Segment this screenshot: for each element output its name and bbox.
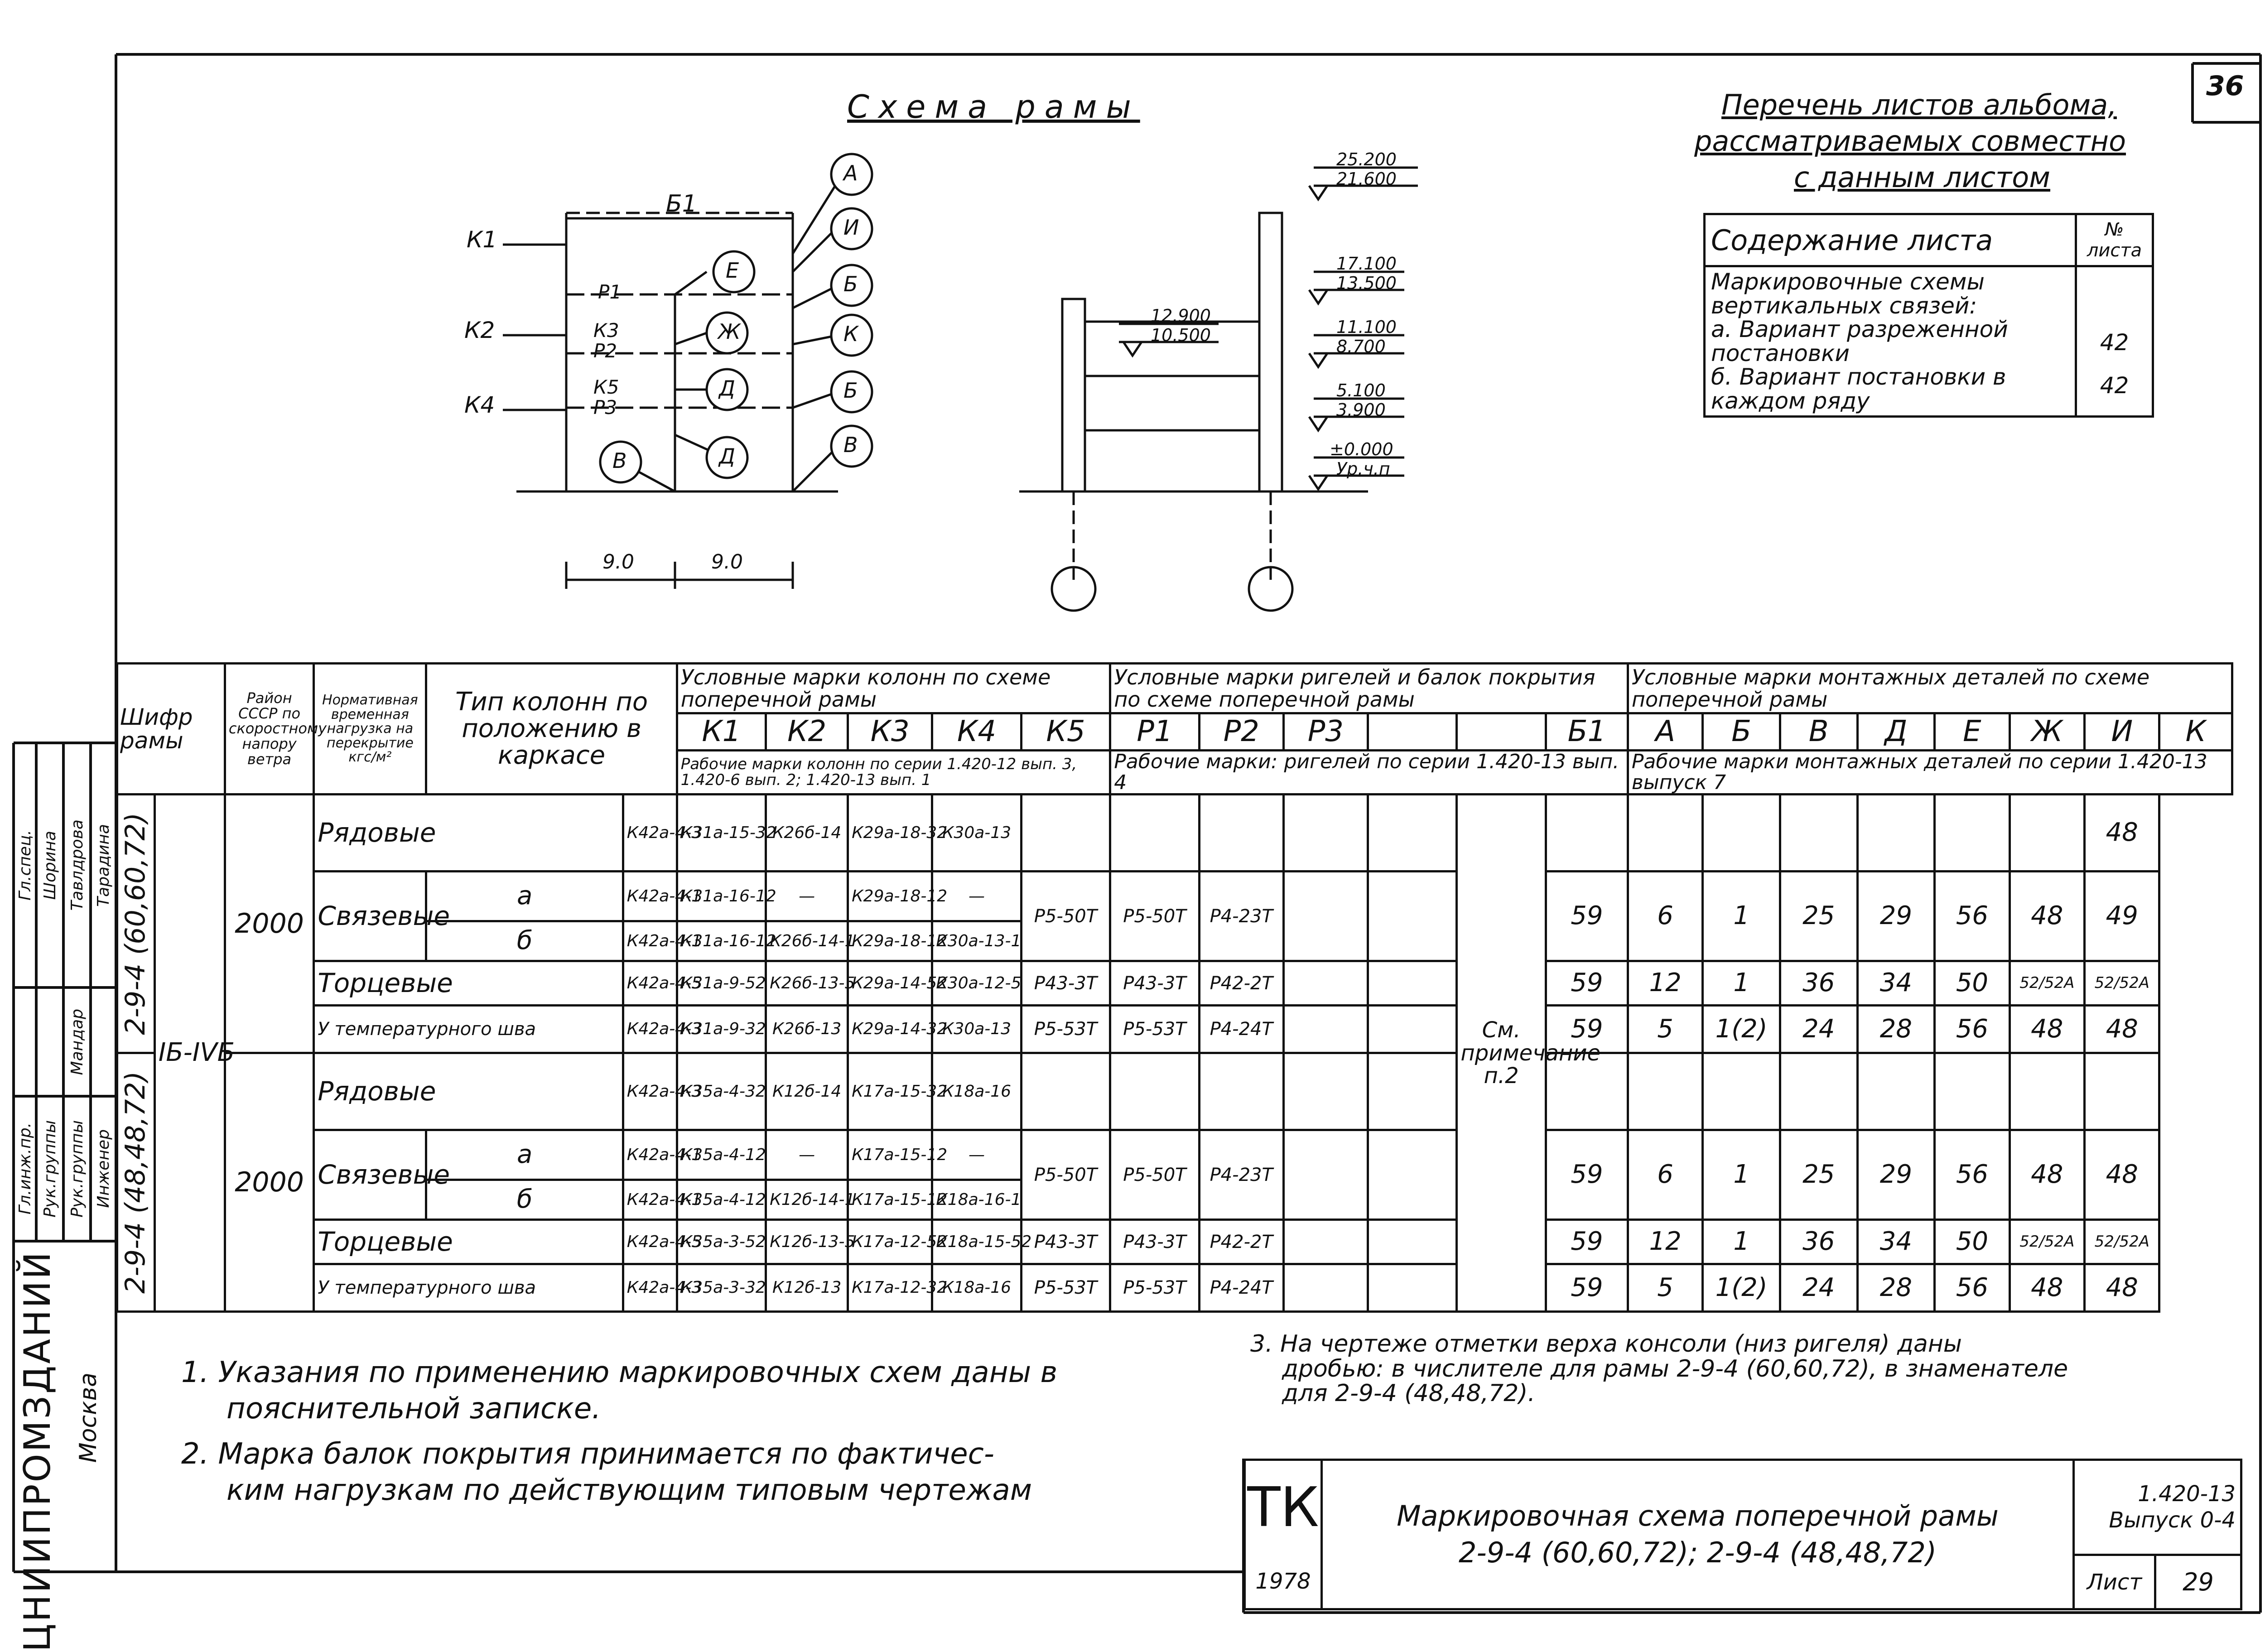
p1-label: Р1 (598, 281, 622, 303)
column-mark: К35а-3-52 (677, 1220, 766, 1264)
column-mark: К12б-14 (766, 1053, 848, 1130)
beam-mark-empty (1110, 1053, 1199, 1130)
part-mark (1857, 1053, 1935, 1130)
beam-mark-empty (1368, 795, 1456, 872)
column-mark: К29а-18-12 (848, 921, 932, 961)
stamp-role: Инженер (94, 1129, 113, 1208)
elev-e3: 11.100 (1336, 317, 1397, 337)
axis-a: А (843, 161, 858, 185)
part-mark: 24 (1780, 1006, 1857, 1053)
part-mark (1780, 795, 1857, 872)
elev-ground: Ур.ч.п (1336, 459, 1390, 479)
sheet-list-nums (2076, 266, 2153, 417)
header-parts: Условные марки монтажных деталей по схеме поперечной рамы (1628, 664, 2232, 713)
stamp-role: Рук.группы (67, 1120, 87, 1218)
beam-key: Б1 (1546, 713, 1628, 751)
beam-mark: Р5-53Т (1021, 1264, 1110, 1312)
load-value: 2000 (225, 795, 313, 1053)
marking-table (116, 662, 2233, 1313)
beam-mark (1368, 1130, 1456, 1220)
column-mark: К18а-16 (932, 1264, 1021, 1312)
axis-b2: Б (843, 378, 858, 403)
column-type: Рядовые (314, 795, 623, 872)
part-mark (1546, 795, 1628, 872)
part-mark: 28 (1857, 1006, 1935, 1053)
title-sheet-label: Лист (2074, 1555, 2155, 1609)
title-issue: Выпуск 0-4 (2109, 1507, 2236, 1533)
part-mark: 48 (2010, 1130, 2084, 1220)
axis-v2: В (843, 433, 858, 457)
variant-label: а (426, 872, 623, 921)
part-mark: 59 (1546, 1220, 1628, 1264)
column-mark: К29а-14-32 (848, 1006, 932, 1053)
part-mark: 24 (1780, 1264, 1857, 1312)
sheet-list-title-3: с данным листом (1794, 161, 2050, 194)
part-key: Е (1935, 713, 2010, 751)
variant-label: б (426, 1180, 623, 1220)
part-mark: 52/52А (2085, 1220, 2159, 1264)
dim-left: 9.0 (602, 550, 634, 573)
column-mark: К42а-4-1 (623, 1130, 677, 1180)
part-mark: 59 (1546, 1130, 1628, 1220)
elev-cons2: 10.500 (1151, 325, 1211, 345)
column-type: Торцевые (314, 1220, 623, 1264)
frame-code (117, 1053, 155, 1312)
beam-mark: Р5-50Т (1110, 1130, 1199, 1220)
column-key: К2 (766, 713, 848, 751)
part-mark: 28 (1857, 1264, 1935, 1312)
k1-label: К1 (467, 226, 497, 253)
beam-mark-empty (1110, 795, 1199, 872)
k5-label: К5 (593, 376, 619, 398)
header-region: Район СССР по скоростному напору ветра (225, 664, 313, 795)
column-key: К3 (848, 713, 932, 751)
beam-mark-empty (1021, 795, 1110, 872)
part-mark (1703, 1053, 1780, 1130)
table-row (117, 1006, 2232, 1053)
column-mark: К31а-9-32 (677, 1006, 766, 1053)
beam-key: Р1 (1110, 713, 1199, 751)
beam-mark: Р43-3Т (1021, 961, 1110, 1006)
note-1 (181, 1354, 1057, 1427)
column-key: К1 (677, 713, 766, 751)
beam-mark (1283, 1264, 1368, 1312)
header-columns: Условные марки колонн по схеме поперечной рамы (677, 664, 1110, 713)
beam-mark: Р43-3Т (1021, 1220, 1110, 1264)
note-2-line: 2. Марка балок покрытия принимается по фактичес- (181, 1437, 994, 1471)
part-mark: 29 (1857, 872, 1935, 961)
part-mark: 56 (1935, 872, 2010, 961)
sheet-list-row-text: Маркировочные схемы вертикальных связей: (1711, 269, 1985, 319)
table-row (117, 795, 2232, 872)
part-key: Д (1857, 713, 1935, 751)
beam-mark: Р4-23Т (1199, 1130, 1283, 1220)
column-mark: К31а-15-32 (677, 795, 766, 872)
column-mark: К12б-13 (766, 1264, 848, 1312)
organization-name: ЦНИИПРОМЗДАНИЙ (16, 1250, 58, 1652)
header-type: Тип колонн по положению в каркасе (426, 664, 677, 795)
note-1-line: пояснительной записке. (226, 1392, 601, 1426)
beam-mark-empty (1283, 795, 1368, 872)
sheet-list-title-1: Перечень листов альбома, (1721, 88, 2117, 121)
beam-mark: Р4-23Т (1199, 872, 1283, 961)
frame-code (117, 795, 155, 1053)
beam-mark (1368, 1220, 1456, 1264)
title-text (1322, 1460, 2074, 1609)
elev-top2: 21.600 (1336, 169, 1397, 189)
k4-label: К4 (464, 392, 495, 418)
p3-label: Р3 (593, 396, 617, 419)
part-mark: 25 (1780, 1130, 1857, 1220)
columns-series: Рабочие марки колонн по серии 1.420-12 вып. 3, 1.420-6 вып. 2; 1.420-13 вып. 1 (677, 751, 1110, 795)
wind-region: IБ-IVБ (154, 795, 225, 1312)
stamp-name: Тавлдрова (67, 819, 87, 911)
table-row (117, 1264, 2232, 1312)
beam-mark: Р5-53Т (1110, 1006, 1199, 1053)
column-mark: К42а-4-3 (623, 795, 677, 872)
title-line: Маркировочная схема поперечной рамы (1397, 1499, 1999, 1532)
elev-cons1: 12.900 (1151, 306, 1211, 326)
column-type: У температурного шва (314, 1006, 623, 1053)
column-mark: К17а-12-32 (848, 1264, 932, 1312)
column-mark: К42а-4-5 (623, 1220, 677, 1264)
stamp-name: Шорина (40, 830, 59, 900)
note-3 (1250, 1332, 2068, 1406)
variant-label: б (426, 921, 623, 961)
axis-zh: Ж (718, 319, 741, 344)
beam-mark: Р5-50Т (1110, 872, 1199, 961)
beam-mark: Р42-2Т (1199, 1220, 1283, 1264)
part-mark: 48 (2010, 1264, 2084, 1312)
beam-mark-empty (1283, 1053, 1368, 1130)
title-block (1243, 1459, 2242, 1610)
column-mark: К42а-4-1 (623, 872, 677, 921)
beam-key: Р3 (1283, 713, 1368, 751)
part-mark: 1 (1703, 872, 1780, 961)
dim-right: 9.0 (711, 550, 743, 573)
stamp-name: Тарадина (94, 824, 113, 907)
column-key: К5 (1021, 713, 1110, 751)
organization-city: Москва (75, 1373, 102, 1463)
column-type: Рядовые (314, 1053, 623, 1130)
header-load-unit: кгс/м² (348, 749, 392, 766)
part-mark: 1 (1703, 961, 1780, 1006)
elev-e5: 5.100 (1336, 380, 1386, 400)
part-mark: 5 (1628, 1264, 1702, 1312)
column-type: Связевые (314, 1130, 426, 1220)
part-mark: 36 (1780, 961, 1857, 1006)
part-mark: 5 (1628, 1006, 1702, 1053)
column-mark: К42а-4-3 (623, 1006, 677, 1053)
column-mark: К42а-4-3 (623, 1264, 677, 1312)
note-3-line: 3. На чертеже отметки верха консоли (низ ригеля) даны (1250, 1330, 1962, 1358)
beam-mark: Р5-50Т (1021, 872, 1110, 961)
column-mark: К30а-13 (932, 1006, 1021, 1053)
table-row (117, 1220, 2232, 1264)
column-mark: К26б-13 (766, 1006, 848, 1053)
part-mark (2010, 1053, 2084, 1130)
beam-mark (1283, 1006, 1368, 1053)
part-mark: 52/52А (2085, 961, 2159, 1006)
column-mark: К26б-14-1 (766, 921, 848, 961)
elev-top1: 25.200 (1336, 149, 1397, 169)
column-mark: К42а-4-1 (623, 1180, 677, 1220)
sheet-list-num: 42 (2100, 372, 2129, 399)
axis-k: К (843, 322, 858, 346)
header-load (314, 664, 426, 795)
column-mark: К31а-16-12 (677, 921, 766, 961)
elev-zero: ±0.000 (1330, 439, 1393, 459)
sheet-number: 36 (2206, 70, 2244, 102)
part-mark (1857, 795, 1935, 872)
title-line: 2-9-4 (60,60,72); 2-9-4 (48,48,72) (1458, 1536, 1937, 1569)
axis-d2: Д (719, 444, 735, 468)
part-mark: 52/52А (2010, 961, 2084, 1006)
part-mark: 48 (2010, 1006, 2084, 1053)
part-mark: 59 (1546, 872, 1628, 961)
column-key: К4 (932, 713, 1021, 751)
part-mark: 1(2) (1703, 1264, 1780, 1312)
part-mark: 1(2) (1703, 1006, 1780, 1053)
part-mark: 48 (2085, 795, 2159, 872)
part-mark: 49 (2085, 872, 2159, 961)
column-mark: К18а-16-1 (932, 1180, 1021, 1220)
title-sheet-no: 29 (2155, 1555, 2241, 1609)
column-mark: К35а-4-12 (677, 1180, 766, 1220)
part-mark: 12 (1628, 1220, 1702, 1264)
part-mark: 6 (1628, 872, 1702, 961)
part-mark: 48 (2085, 1130, 2159, 1220)
beam-mark: Р4-24Т (1199, 1264, 1283, 1312)
column-mark: К31а-9-52 (677, 961, 766, 1006)
table-row (117, 872, 2232, 921)
k2-label: К2 (464, 317, 495, 343)
axis-i: И (843, 215, 859, 240)
beam-mark: Р5-53Т (1110, 1264, 1199, 1312)
part-mark: 50 (1935, 961, 2010, 1006)
sheet-list-header-num: № листа (2076, 214, 2153, 266)
beam-mark (1283, 1130, 1368, 1220)
part-mark: 29 (1857, 1130, 1935, 1220)
table-row (117, 1053, 2232, 1130)
note-3-line: дробью: в числителе для рамы 2-9-4 (60,60,72), в знаменателе (1282, 1355, 2068, 1382)
column-mark: К30а-13 (932, 795, 1021, 872)
beam-mark: Р43-3Т (1110, 961, 1199, 1006)
parts-series: Рабочие марки монтажных деталей по серии 1.420-13 выпуск 7 (1628, 751, 2232, 795)
column-mark: К42а-4-5 (623, 961, 677, 1006)
part-mark (1780, 1053, 1857, 1130)
beam-key (1368, 713, 1456, 751)
beam-mark: Р43-3Т (1110, 1220, 1199, 1264)
column-mark: К30а-12-5 (932, 961, 1021, 1006)
axis-d1: Д (719, 376, 735, 400)
part-mark (2085, 1053, 2159, 1130)
part-mark: 56 (1935, 1006, 2010, 1053)
column-mark: К26б-13-5 (766, 961, 848, 1006)
column-mark: К29а-18-12 (848, 872, 932, 921)
column-mark: — (766, 1130, 848, 1180)
beam-mark-empty (1021, 1053, 1110, 1130)
part-mark: 36 (1780, 1220, 1857, 1264)
part-mark: 59 (1546, 961, 1628, 1006)
column-mark: К17а-15-12 (848, 1130, 932, 1180)
stamp-role: Рук.группы (40, 1120, 59, 1218)
axis-b1: Б (843, 272, 858, 296)
table-row (117, 1130, 2232, 1180)
column-mark: К42а-4-3 (623, 1053, 677, 1130)
header-code: Шифр рамы (117, 664, 225, 795)
note-3-line: для 2-9-4 (48,48,72). (1282, 1380, 1535, 1407)
axis-e: Е (726, 258, 739, 283)
column-mark: К31а-16-12 (677, 872, 766, 921)
part-mark: 34 (1857, 961, 1935, 1006)
elev-e4: 8.700 (1336, 337, 1386, 356)
column-mark: К12б-13-5 (766, 1220, 848, 1264)
elev-e6: 3.900 (1336, 400, 1386, 420)
frame-code-text: 2-9-4 (60,60,72) (120, 812, 152, 1035)
beam-mark (1368, 872, 1456, 961)
sheet-list-row (1705, 266, 2076, 417)
stamp-name: Мандар (67, 1008, 87, 1075)
note-reference: См. примечание п.2 (1457, 795, 1546, 1312)
part-mark: 56 (1935, 1130, 2010, 1220)
beams-series: Рабочие марки: ригелей по серии 1.420-13 вып. 4 (1110, 751, 1628, 795)
sheet-list-row-text: б. Вариант постановки в каждом ряду (1711, 364, 2006, 414)
beam-mark (1283, 872, 1368, 961)
column-mark: К18а-15-52 (932, 1220, 1021, 1264)
column-mark: К26б-14 (766, 795, 848, 872)
column-mark: К29а-18-32 (848, 795, 932, 872)
k3-label: К3 (593, 319, 619, 342)
part-mark: 1 (1703, 1220, 1780, 1264)
column-mark: К12б-14-1 (766, 1180, 848, 1220)
part-mark: 56 (1935, 1264, 2010, 1312)
axis-v1: В (612, 448, 627, 473)
part-mark: 34 (1857, 1220, 1935, 1264)
part-mark: 1 (1703, 1130, 1780, 1220)
scheme-title: Схема рамы (847, 88, 1140, 125)
sheet-list-num: 42 (2100, 329, 2129, 356)
note-1-line: 1. Указания по применению маркировочных схем даны в (181, 1356, 1058, 1389)
table-row (117, 961, 2232, 1006)
stamp-name: Гл.спец. (15, 830, 34, 901)
elev-e1: 17.100 (1336, 254, 1397, 274)
sheet-list-title-2: рассматриваемых совместно (1694, 125, 2126, 158)
column-mark: К29а-14-52 (848, 961, 932, 1006)
note-2 (181, 1436, 1032, 1508)
part-mark (2010, 795, 2084, 872)
part-key: А (1628, 713, 1702, 751)
beam-key (1457, 713, 1546, 751)
sheet-list-table (1703, 213, 2154, 418)
part-mark: 25 (1780, 872, 1857, 961)
part-mark (1628, 1053, 1702, 1130)
part-mark: 52/52А (2010, 1220, 2084, 1264)
title-tk: ТК (1245, 1460, 1322, 1555)
column-type: У температурного шва (314, 1264, 623, 1312)
column-mark: — (932, 1130, 1021, 1180)
part-key: И (2085, 713, 2159, 751)
beam-key: Р2 (1199, 713, 1283, 751)
part-key: Б (1703, 713, 1780, 751)
beam-mark (1283, 1220, 1368, 1264)
part-mark (1628, 795, 1702, 872)
beam-mark (1283, 961, 1368, 1006)
column-mark: К17а-15-32 (848, 1053, 932, 1130)
column-mark: К18а-16 (932, 1053, 1021, 1130)
part-mark: 12 (1628, 961, 1702, 1006)
p2-label: Р2 (593, 340, 617, 362)
beam-mark: Р42-2Т (1199, 961, 1283, 1006)
beam-mark-empty (1199, 795, 1283, 872)
beam-mark (1368, 1264, 1456, 1312)
part-mark: 50 (1935, 1220, 2010, 1264)
beam-mark (1368, 1006, 1456, 1053)
column-mark: — (766, 872, 848, 921)
part-mark: 59 (1546, 1264, 1628, 1312)
part-mark: 48 (2085, 1006, 2159, 1053)
stamp-role: Гл.инж.пр. (15, 1122, 34, 1215)
part-mark (1935, 795, 2010, 872)
column-type: Торцевые (314, 961, 623, 1006)
part-mark: 48 (2085, 1264, 2159, 1312)
part-mark (1935, 1053, 2010, 1130)
part-key: В (1780, 713, 1857, 751)
beam-mark: Р5-53Т (1021, 1006, 1110, 1053)
part-key: Ж (2010, 713, 2084, 751)
column-mark: К35а-3-32 (677, 1264, 766, 1312)
beam-mark-empty (1199, 1053, 1283, 1130)
column-type: Связевые (314, 872, 426, 961)
column-mark: К30а-13-1 (932, 921, 1021, 961)
elev-e2: 13.500 (1336, 273, 1397, 293)
variant-label: а (426, 1130, 623, 1180)
sheet-list-header-content: Содержание листа (1705, 214, 2076, 266)
column-mark: К35а-4-32 (677, 1053, 766, 1130)
note-2-line: ким нагрузкам по действующим типовым чертежам (226, 1474, 1032, 1507)
beam-mark (1368, 961, 1456, 1006)
column-mark: — (932, 872, 1021, 921)
beam-mark: Р5-50Т (1021, 1130, 1110, 1220)
title-series-number: 1.420-13 (2138, 1481, 2236, 1507)
part-mark: 48 (2010, 872, 2084, 961)
part-mark (1703, 795, 1780, 872)
frame-code-text: 2-9-4 (48,48,72) (120, 1071, 152, 1294)
column-mark: К35а-4-12 (677, 1130, 766, 1180)
part-mark: 59 (1546, 1006, 1628, 1053)
beam-mark: Р4-24Т (1199, 1006, 1283, 1053)
column-mark: К42а-4-1 (623, 921, 677, 961)
title-series (2074, 1460, 2241, 1555)
sheet-list-row-text: а. Вариант разреженной постановки (1711, 316, 2008, 366)
header-beams: Условные марки ригелей и балок покрытия по схеме поперечной рамы (1110, 664, 1628, 713)
part-mark: 6 (1628, 1130, 1702, 1220)
part-key: К (2159, 713, 2232, 751)
beam-mark-empty (1368, 1053, 1456, 1130)
load-value: 2000 (225, 1053, 313, 1312)
span-label: Б1 (666, 190, 697, 217)
column-mark: К17а-15-12 (848, 1180, 932, 1220)
title-year: 1978 (1245, 1555, 1322, 1609)
header-load-text: Нормативная временная нагрузка на перекрытие (322, 692, 418, 751)
column-mark: К17а-12-52 (848, 1220, 932, 1264)
